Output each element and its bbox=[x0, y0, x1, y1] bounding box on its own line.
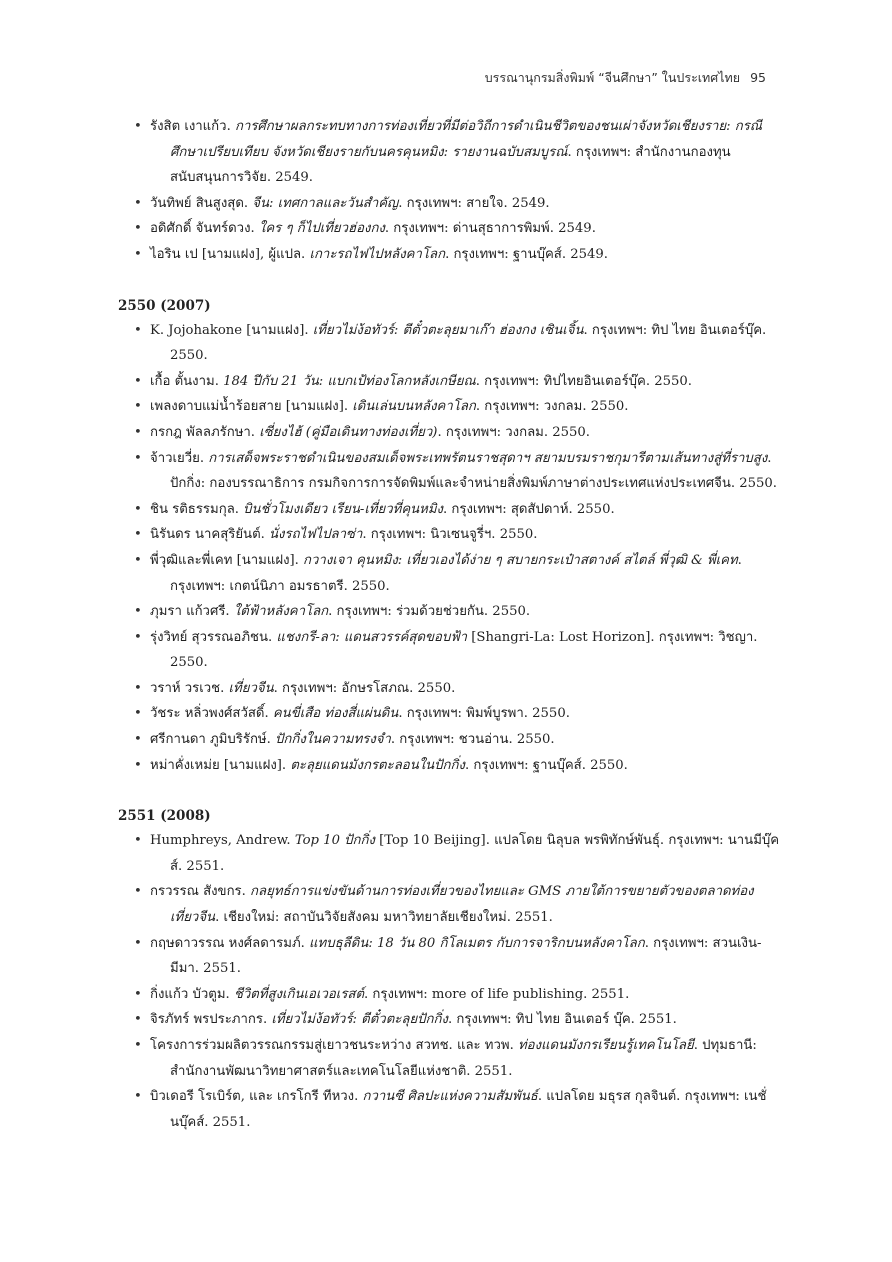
entry-author: Humphreys, Andrew. bbox=[150, 833, 295, 849]
bibliography-entry bbox=[118, 242, 780, 268]
entry-author: กิ่งแก้ว บัวตูม. bbox=[150, 986, 234, 1002]
entry-publication: . กรุงเทพฯ: อักษรโสภณ. 2550. bbox=[273, 680, 456, 696]
bibliography-entry bbox=[118, 497, 780, 523]
entry-title: แชงกรี-ลา: แดนสวรรค์สุดขอบฟ้า bbox=[276, 629, 468, 645]
running-header bbox=[485, 68, 766, 88]
entry-publication: . กรุงเทพฯ: สำนักงานกองทุนสนับสนุนการวิจัย. 2549. bbox=[170, 144, 731, 186]
entry-author: ศรีกานดา ภูมิบริรักษ์. bbox=[150, 732, 276, 748]
page-number: 95 bbox=[750, 70, 766, 85]
bibliography-entry bbox=[118, 727, 780, 753]
entry-title: ใคร ๆ ก็ไปเที่ยวฮ่องกง bbox=[258, 221, 385, 237]
entry-author: กรกฎ พัลลภรักษา. bbox=[150, 424, 260, 440]
bibliography-entry bbox=[118, 982, 780, 1008]
entry-author: อดิศักดิ์ จันทร์ดวง. bbox=[150, 221, 259, 237]
entry-author: วันทิพย์ สินสูงสุด. bbox=[150, 195, 253, 211]
entry-author: นิรันดร นาคสุริยันต์. bbox=[150, 527, 270, 543]
entry-title: ปักกิ่งในความทรงจำ bbox=[275, 732, 391, 748]
bibliography-entry bbox=[118, 828, 780, 879]
entry-title: ใต้ฟ้าหลังคาโลก bbox=[233, 604, 329, 620]
entry-author: บิวเดอรี โรเบิร์ต, และ เกรโกรี ทีหวง. bbox=[150, 1089, 363, 1105]
year-heading: 2550 (2007) bbox=[118, 297, 211, 314]
entry-list bbox=[118, 318, 780, 779]
entry-title: นั่งรถไฟไปลาซ่า bbox=[269, 527, 363, 543]
entry-title: เซี่ยงไฮ้ (คู่มือเดินทางท่องเที่ยว) bbox=[259, 424, 438, 440]
bibliography-entry bbox=[118, 676, 780, 702]
entry-author: กฤษดาวรรณ หงศ์ลดารมภ์. bbox=[150, 935, 310, 951]
bibliography-entry bbox=[118, 446, 780, 497]
entry-author: ภุมรา แก้วศรี. bbox=[150, 604, 234, 620]
section-2550 bbox=[118, 294, 780, 779]
entry-publication: . กรุงเทพฯ: ทิปไทยอินเตอร์บุ๊ค. 2550. bbox=[475, 373, 692, 389]
entry-title: กวางเจา คุนหมิง: เที่ยวเองได้ง่าย ๆ สบายกระเป๋าสตางค์ สไตล์ พี่วุฒิ & พี่เคท bbox=[303, 552, 738, 568]
entry-publication: . กรุงเทพฯ: พิมพ์บูรพา. 2550. bbox=[398, 706, 570, 722]
entry-title: แทบธุลีดิน: 18 วัน 80 กิโลเมตร กับการจาริกบนหลังคาโลก bbox=[309, 935, 645, 951]
entry-title: การศึกษาผลกระทบทางการท่องเที่ยวที่มีต่อวิถีการดำเนินชีวิตของชนเผ่าจังหวัดเชียงราย: กรณีศึกษาเปรียบเทียบ จังหวัดเชียงรายกับนครคุนหมิง: รายงานฉบับสมบูรณ์ bbox=[170, 119, 763, 160]
entry-author: จ้าวเยวี่ย. bbox=[150, 450, 209, 466]
entry-publication: . กรุงเทพฯ: ฐานบุ๊คส์. 2549. bbox=[445, 246, 608, 262]
entry-author: รังสิต เงาแก้ว. bbox=[150, 119, 235, 134]
entry-publication: . กรุงเทพฯ: ฐานบุ๊คส์. 2550. bbox=[464, 757, 628, 773]
entry-title: ชีวิตที่สูงเกินเอเวอเรสต์ bbox=[233, 986, 365, 1002]
entry-publication: . กรุงเทพฯ: สวนเงิน-มีมา. 2551. bbox=[170, 935, 762, 977]
entry-title: จีน: เทศกาลและวันสำคัญ bbox=[252, 195, 399, 211]
bibliography-entry bbox=[118, 548, 780, 599]
entry-title: เที่ยวไม่ง้อทัวร์: ตีตั๋วตะลุยมาเก๊า ฮ่องกง เซินเจิ้น bbox=[312, 322, 584, 338]
entry-publication: . กรุงเทพฯ: ทิป ไทย อินเตอร์บุ๊ค. 2550. bbox=[170, 322, 767, 364]
entry-list bbox=[118, 828, 780, 1135]
bibliography-content bbox=[118, 114, 780, 1135]
entry-publication: . กรุงเทพฯ: ชวนอ่าน. 2550. bbox=[390, 732, 555, 748]
entry-author: ไอริน เป [นามแฝง], ผู้แปล. bbox=[150, 246, 310, 262]
bibliography-entry bbox=[118, 625, 780, 676]
entry-publication: . แปลโดย มธุรส กุลจินต์. กรุงเทพฯ: เนชั่นบุ๊คส์. 2551. bbox=[170, 1089, 767, 1130]
entry-author: กรวรรณ สังขกร. bbox=[150, 884, 251, 900]
bibliography-entry bbox=[118, 753, 780, 779]
bibliography-entry bbox=[118, 1007, 780, 1033]
bibliography-entry bbox=[118, 931, 780, 982]
entry-author: โครงการร่วมผลิตวรรณกรรมสู่เยาวชนระหว่าง สวทช. และ ทวพ. bbox=[150, 1038, 518, 1053]
entry-publication: . กรุงเทพฯ: เกตน์นิภา อมรธาตรี. 2550. bbox=[170, 552, 742, 594]
entry-author: จิรภัทร์ พรประภากร. bbox=[150, 1012, 272, 1028]
entry-publication: . กรุงเทพฯ: more of life publishing. 2551. bbox=[364, 986, 630, 1002]
entry-publication: . กรุงเทพฯ: ทิป ไทย อินเตอร์ บุ๊ค. 2551. bbox=[447, 1012, 677, 1028]
entry-author: เพลงดาบแม่น้ำร้อยสาย [นามแฝง]. bbox=[150, 399, 353, 415]
entry-author: รุ่งวิทย์ สุวรรณอภิชน. bbox=[150, 629, 277, 645]
entry-publication: [Top 10 Beijing]. แปลโดย นิลุบล พรพิทักษ์พันธุ์. กรุงเทพฯ: นานมีบุ๊คส์. 2551. bbox=[170, 833, 780, 874]
entry-title: ตะลุยแดนมังกรตะลอนในปักกิ่ง bbox=[290, 757, 465, 773]
entry-publication: . กรุงเทพฯ: วงกลม. 2550. bbox=[475, 399, 629, 415]
entry-author: เกื้อ ตั้นงาม. bbox=[150, 373, 224, 389]
entry-title: คนขี่เสือ ท่องสี่แผ่นดิน bbox=[272, 706, 399, 722]
entry-publication: [Shangri-La: Lost Horizon]. กรุงเทพฯ: วิชญา. 2550. bbox=[170, 629, 758, 671]
entry-author: หม่าคั่งเหม่ย [นามแฝง]. bbox=[150, 757, 291, 773]
entry-publication: . เชียงใหม่: สถาบันวิจัยสังคม มหาวิทยาลัยเชียงใหม่. 2551. bbox=[215, 910, 553, 926]
entry-publication: . ปทุมธานี: สำนักงานพัฒนาวิทยาศาสตร์และเทคโนโลยีแห่งชาติ. 2551. bbox=[170, 1038, 757, 1079]
entry-publication: . กรุงเทพฯ: ด่านสุธาการพิมพ์. 2549. bbox=[384, 221, 596, 237]
bibliography-entry bbox=[118, 701, 780, 727]
entry-author: พี่วุฒิและพี่เคท [นามแฝง]. bbox=[150, 552, 304, 568]
entry-publication: . กรุงเทพฯ: นิวเซนจูรี่ฯ. 2550. bbox=[362, 527, 538, 543]
entry-publication: . กรุงเทพฯ: วงกลม. 2550. bbox=[437, 424, 591, 440]
bibliography-entry bbox=[118, 369, 780, 395]
entry-title: Top 10 ปักกิ่ง bbox=[294, 833, 375, 849]
bibliography-entry bbox=[118, 522, 780, 548]
entry-title: การเสด็จพระราชดำเนินของสมเด็จพระเทพรัตนราชสุดาฯ สยามบรมราชกุมารีตามเส้นทางสู่ที่ราบสูง bbox=[208, 450, 768, 466]
entry-title: กลยุทธ์การแข่งขันด้านการท่องเที่ยวของไทยและ GMS ภายใต้การขยายตัวของตลาดท่องเที่ยวจีน bbox=[170, 884, 754, 926]
year-heading: 2551 (2008) bbox=[118, 808, 211, 825]
bibliography-entry bbox=[118, 216, 780, 242]
entry-title: 184 ปีกับ 21 วัน: แบกเป้ท่องโลกหลังเกษียณ bbox=[223, 373, 476, 389]
section-2551 bbox=[118, 804, 780, 1135]
bibliography-entry bbox=[118, 191, 780, 217]
running-header-title: บรรณานุกรมสิ่งพิมพ์ “จีนศึกษา” ในประเทศไทย bbox=[484, 70, 741, 85]
entry-title: เดินเล่นบนหลังคาโลก bbox=[352, 399, 476, 415]
entry-list bbox=[118, 114, 780, 268]
bibliography-entry bbox=[118, 879, 780, 930]
section-2549 bbox=[118, 114, 780, 268]
entry-publication: . กรุงเทพฯ: สายใจ. 2549. bbox=[398, 195, 550, 211]
entry-author: K. Jojohakone [นามแฝง]. bbox=[150, 322, 313, 338]
entry-publication: . กรุงเทพฯ: ร่วมด้วยช่วยกัน. 2550. bbox=[328, 604, 531, 620]
bibliography-entry bbox=[118, 318, 780, 369]
entry-publication: . กรุงเทพฯ: สุดสัปดาห์. 2550. bbox=[443, 501, 615, 517]
bibliography-entry bbox=[118, 1084, 780, 1135]
entry-title: บินชั่วโมงเดียว เรียน-เที่ยวที่คุนหมิง bbox=[243, 501, 443, 517]
entry-title: เที่ยวจีน bbox=[228, 680, 274, 696]
entry-title: กวานซี ศิลปะแห่งความสัมพันธ์ bbox=[362, 1089, 538, 1105]
bibliography-entry bbox=[118, 114, 780, 191]
entry-title: เกาะรถไฟไปหลังคาโลก bbox=[309, 246, 446, 262]
entry-author: ชิน รติธรรมกุล. bbox=[150, 501, 244, 517]
entry-author: วัชระ หลิ่วพงศ์สวัสดิ์. bbox=[150, 706, 273, 722]
entry-author: วราห์ วรเวช. bbox=[150, 680, 229, 696]
bibliography-entry bbox=[118, 1033, 780, 1084]
bibliography-entry bbox=[118, 394, 780, 420]
entry-title: ท่องแดนมังกรเรียนรู้เทคโนโลยี bbox=[517, 1038, 694, 1053]
bibliography-entry bbox=[118, 599, 780, 625]
entry-publication: . ปักกิ่ง: กองบรรณาธิการ กรมกิจการการจัดพิมพ์และจำหน่ายสิ่งพิมพ์ภาษาต่างประเทศแห่งประเทศจีน. 2550. bbox=[170, 450, 777, 492]
entry-title: เที่ยวไม่ง้อทัวร์: ตีตั๋วตะลุยปักกิ่ง bbox=[271, 1012, 448, 1028]
bibliography-entry bbox=[118, 420, 780, 446]
